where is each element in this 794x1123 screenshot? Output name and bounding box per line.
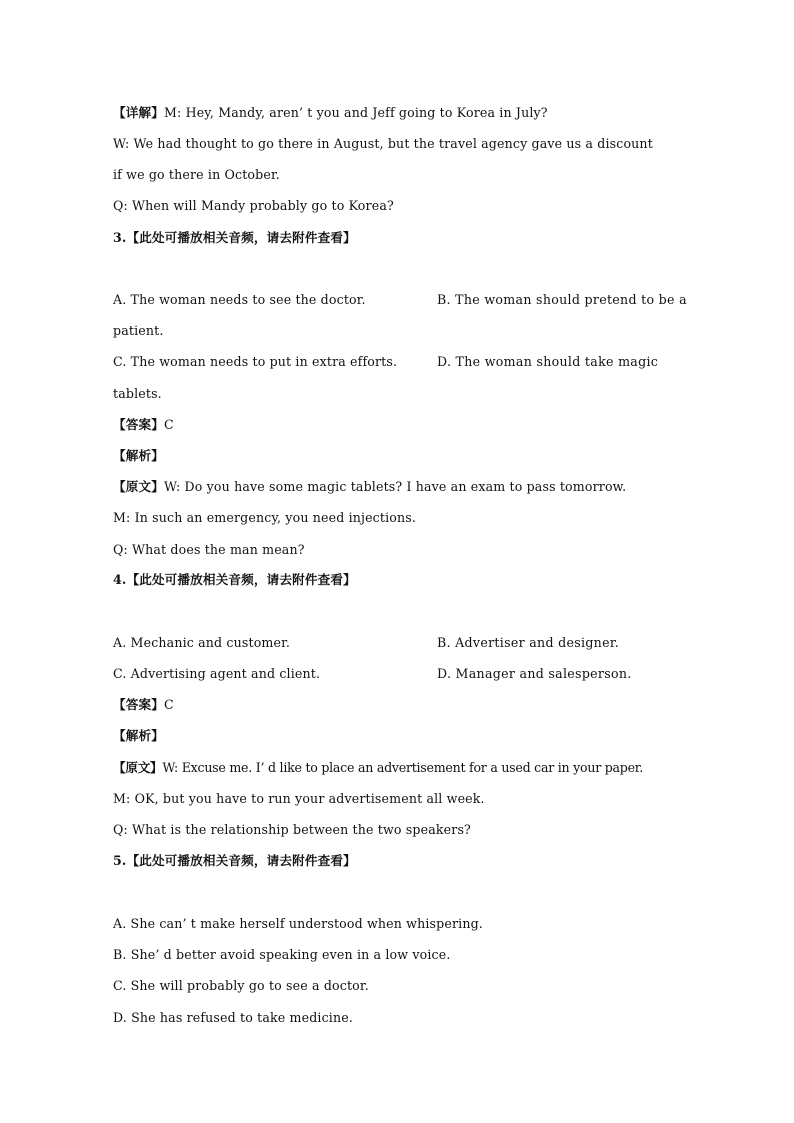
detail-line-1: [113, 105, 548, 121]
source-tag: 【原文】: [113, 479, 164, 494]
q4-option-a: A. Mechanic and customer.: [113, 635, 291, 650]
q3-answer: [113, 417, 174, 433]
audio-prompt-4: 【此处可播放相关音频，请去附件查看】: [126, 572, 356, 587]
q3-transcript-3: Q: What does the man mean?: [113, 542, 305, 557]
source-tag: 【原文】: [113, 760, 163, 775]
q5-option-a: A. She can’ t make herself understood when whispering.: [113, 916, 483, 931]
detail-tag: 【详解】: [113, 105, 164, 120]
answer-value: C: [163, 417, 174, 432]
q4-option-b: B. Advertiser and designer.: [437, 635, 620, 650]
q3-transcript-1: [113, 479, 626, 495]
question-5-heading: [113, 853, 356, 869]
q4-analysis-tag: 【解析】: [113, 728, 164, 743]
question-5-number: 5.: [113, 853, 127, 868]
q3-option-d: D. The woman should take magic: [437, 354, 659, 369]
answer-value: C: [163, 697, 174, 712]
q4-transcript-text-1: W: Excuse me. I’ d like to place an advertisement for a used car in your paper.: [162, 760, 643, 775]
q5-option-d: D. She has refused to take medicine.: [113, 1010, 353, 1025]
q3-transcript-text-1: W: Do you have some magic tablets? I have an exam to pass tomorrow.: [163, 479, 627, 494]
q4-answer: [113, 697, 174, 713]
q3-transcript-2: M: In such an emergency, you need injections.: [113, 510, 417, 525]
q4-option-d: D. Manager and salesperson.: [437, 666, 632, 681]
q3-option-a: A. The woman needs to see the doctor.: [113, 292, 366, 307]
question-4-heading: [113, 572, 356, 588]
q5-option-c: C. She will probably go to see a doctor.: [113, 978, 369, 993]
detail-line-2: W: We had thought to go there in August, but the travel agency gave us a discount: [113, 136, 653, 151]
q3-option-c: C. The woman needs to put in extra efforts.: [113, 354, 398, 369]
q3-option-b: B. The woman should pretend to be a: [437, 292, 687, 307]
audio-prompt-5: 【此处可播放相关音频，请去附件查看】: [126, 853, 356, 868]
detail-text-1: M: Hey, Mandy, aren’ t you and Jeff going to Korea in July?: [163, 105, 548, 120]
detail-line-4: Q: When will Mandy probably go to Korea?: [113, 198, 394, 213]
question-3-number: 3.: [113, 230, 127, 245]
q3-option-d-continued: tablets.: [113, 386, 162, 401]
detail-line-3: if we go there in October.: [113, 167, 280, 182]
q3-option-b-continued: patient.: [113, 323, 164, 338]
question-4-number: 4.: [113, 572, 127, 587]
q3-analysis-tag: 【解析】: [113, 448, 164, 463]
q4-transcript-2: M: OK, but you have to run your advertisement all week.: [113, 791, 485, 806]
audio-prompt-3: 【此处可播放相关音频，请去附件查看】: [126, 230, 356, 245]
answer-tag: 【答案】: [113, 697, 164, 712]
q4-option-c: C. Advertising agent and client.: [113, 666, 321, 681]
q4-transcript-1: [113, 760, 643, 776]
q5-option-b: B. She’ d better avoid speaking even in a low voice.: [113, 947, 451, 962]
answer-tag: 【答案】: [113, 417, 164, 432]
q4-transcript-3: Q: What is the relationship between the two speakers?: [113, 822, 471, 837]
question-3-heading: [113, 230, 356, 246]
